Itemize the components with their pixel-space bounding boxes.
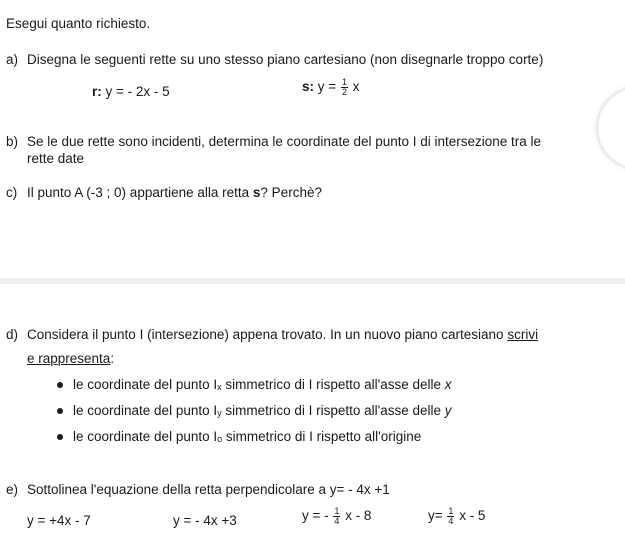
bullet-item-1: le coordinate del punto Ix simmetrico di I rispetto all'asse delle x — [73, 377, 452, 392]
bullet-icon — [57, 382, 63, 388]
option-4-fraction: $\frac{1}{4}$ — [448, 506, 454, 526]
option-3: y = - $\frac{1}{4}$ x - 8 — [302, 506, 372, 526]
underlined-rappresenta: e rappresenta — [27, 351, 111, 366]
item-d-line2: e rappresenta: — [27, 351, 115, 366]
option-2: y = - 4x +3 — [173, 513, 237, 528]
option-3-fraction: $\frac{1}{4}$ — [334, 506, 340, 526]
item-b-line1: Se le due rette sono incidenti, determina le coordinate del punto I di intersezione tra le — [27, 134, 542, 149]
item-c-label: c) — [6, 185, 18, 200]
item-b-label: b) — [6, 134, 19, 149]
bullet-item-3: le coordinate del punto Io simmetrico di I rispetto all'origine — [73, 429, 422, 444]
option-4: y= $\frac{1}{4}$ x - 5 — [428, 506, 486, 526]
item-e-text: Sottolinea l'equazione della retta perpendicolare a y= - 4x +1 — [27, 482, 390, 497]
underlined-scrivi: scrivi — [507, 327, 539, 342]
bullet-item-2: le coordinate del punto Iy simmetrico di I rispetto all'asse delle y — [73, 403, 452, 418]
item-a-label: a) — [6, 52, 19, 67]
eq-r — [92, 84, 170, 99]
section-divider — [0, 278, 625, 284]
item-d-label: d) — [6, 327, 19, 342]
eq-s — [302, 78, 359, 97]
eq-s-pre: y = — [317, 79, 337, 95]
bullet-icon — [57, 408, 63, 414]
item-d-line1: Considera il punto I (intersezione) appena trovato. In un nuovo piano cartesiano scrivi — [27, 327, 539, 342]
intro-text: Esegui quanto richiesto. — [6, 16, 151, 31]
eq-s-label: s: — [302, 79, 315, 95]
bullet-icon — [57, 434, 63, 440]
item-a-text: Disegna le seguenti rette su uno stesso piano cartesiano (non disegnarle troppo corte) — [27, 52, 544, 67]
eq-r-expr: y = - 2x - 5 — [105, 84, 170, 99]
item-b-line2: rette date — [27, 151, 85, 166]
option-1: y = +4x - 7 — [27, 513, 91, 528]
eq-s-fraction: $\frac{1}{2}$ — [341, 77, 347, 97]
eq-r-label: r: — [92, 84, 102, 99]
item-e-label: e) — [6, 482, 19, 497]
eq-s-post: x — [352, 79, 360, 95]
side-handle[interactable] — [598, 88, 625, 168]
item-c-text: Il punto A (-3 ; 0) appartiene alla retta s? Perchè? — [27, 185, 322, 200]
